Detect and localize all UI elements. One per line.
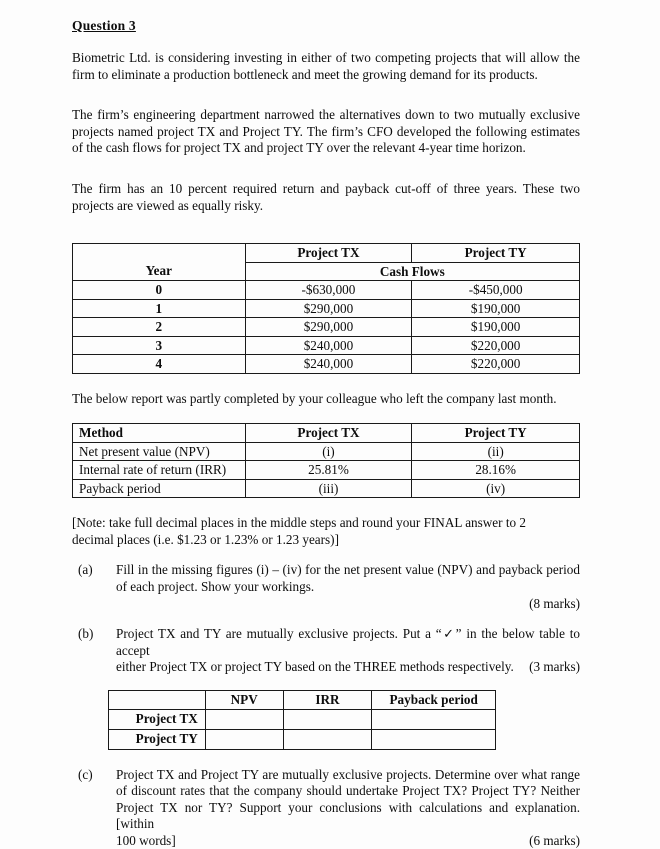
spacer	[72, 612, 580, 626]
decision-ty-npv-cell[interactable]	[205, 729, 283, 749]
cashflow-ty-4: $220,000	[412, 355, 580, 374]
table-row-header-2	[73, 262, 580, 281]
question-marks-row-c	[116, 833, 580, 849]
method-ty-payback: (iv)	[412, 479, 580, 498]
question-item-a	[72, 562, 580, 612]
cashflow-header-blank	[73, 244, 246, 263]
method-name-irr: Internal rate of return (IRR)	[73, 461, 246, 480]
cashflow-year-label: Year	[73, 262, 246, 281]
cashflow-ty-0: -$450,000	[412, 281, 580, 300]
method-tx-payback: (iii)	[245, 479, 412, 498]
question-text-c-lastline: 100 words]	[116, 833, 176, 849]
spacer	[72, 498, 580, 515]
question-marker-b: (b)	[72, 626, 116, 643]
table-row	[73, 442, 580, 461]
cashflow-ty-2: $190,000	[412, 318, 580, 337]
question-text-a: Fill in the missing figures (i) – (iv) for the net present value (NPV) and payback period of each project. Show your workings.	[116, 562, 580, 594]
table-row	[109, 729, 496, 749]
spacer	[72, 96, 580, 107]
cashflow-ty-3: $220,000	[412, 336, 580, 355]
table-row	[109, 709, 496, 729]
question-text-c: Project TX and Project TY are mutually exclusive projects. Determine over what range of discount rates that the company should undertake Project TX? Project TY? Neither Project TX nor TY? Support your conclusions with calculations and explanation. [within	[116, 767, 580, 833]
question-item-b	[72, 626, 580, 676]
cashflow-tx-4: $240,000	[245, 355, 412, 374]
question-item-c	[72, 767, 580, 849]
report-intro: The below report was partly completed by your colleague who left the company last month.	[72, 391, 580, 408]
decision-tx-payback-cell[interactable]	[372, 709, 496, 729]
method-table	[72, 423, 580, 498]
cashflow-table	[72, 243, 580, 374]
table-row	[73, 299, 580, 318]
decision-ty-irr-cell[interactable]	[283, 729, 372, 749]
paragraph-2: The firm’s engineering department narrowed the alternatives down to two mutually exclusive projects named project TX and Project TY. The firm’s CFO developed the following estimates of the cash flows for project TX and project TY over the relevant 4-year time horizon.	[72, 107, 580, 157]
cashflow-tx-1: $290,000	[245, 299, 412, 318]
cashflow-year-2: 2	[73, 318, 246, 337]
question-marks-b: (3 marks)	[529, 659, 580, 676]
question-body-b	[116, 626, 580, 676]
question-body-a	[116, 562, 580, 612]
cashflow-tx-0: -$630,000	[245, 281, 412, 300]
question-marks-a: (8 marks)	[529, 596, 580, 613]
question-marks-c: (6 marks)	[529, 833, 580, 849]
decision-corner-blank	[109, 691, 206, 710]
question-marker-a: (a)	[72, 562, 116, 579]
question-body-c	[116, 767, 580, 849]
cashflow-year-3: 3	[73, 336, 246, 355]
page-title: Question 3	[72, 18, 580, 34]
method-name-npv: Net present value (NPV)	[73, 442, 246, 461]
cashflow-cash-flows-label: Cash Flows	[245, 262, 579, 281]
intro-paragraph: Biometric Ltd. is considering investing in either of two competing projects that will allow the firm to eliminate a production bottleneck and meet the growing demand for its products.	[72, 50, 580, 83]
cashflow-year-1: 1	[73, 299, 246, 318]
decision-tx-irr-cell[interactable]	[283, 709, 372, 729]
question-text-b-line1: Project TX and TY are mutually exclusive projects. Put a “✓” in the below table to accept	[116, 626, 580, 659]
method-col-ty: Project TY	[412, 424, 580, 443]
spacer	[72, 676, 580, 690]
question-marks-row-b	[116, 659, 580, 676]
note-line-1: [Note: take full decimal places in the middle steps and round your FINAL answer to 2	[72, 515, 580, 532]
cashflow-col-ty: Project TY	[412, 244, 580, 263]
document-content	[72, 18, 580, 849]
spacer	[72, 170, 580, 181]
table-row	[73, 355, 580, 374]
table-row	[73, 336, 580, 355]
cashflow-col-tx: Project TX	[245, 244, 412, 263]
decision-col-npv: NPV	[205, 691, 283, 710]
decision-label-ty: Project TY	[109, 729, 206, 749]
decision-col-payback: Payback period	[372, 691, 496, 710]
question-text-b-line2: either Project TX or project TY based on the THREE methods respectively.	[116, 659, 514, 676]
method-col-tx: Project TX	[245, 424, 412, 443]
cashflow-year-0: 0	[73, 281, 246, 300]
decision-col-irr: IRR	[283, 691, 372, 710]
method-name-payback: Payback period	[73, 479, 246, 498]
cashflow-tx-2: $290,000	[245, 318, 412, 337]
table-row-header	[109, 691, 496, 710]
cashflow-tx-3: $240,000	[245, 336, 412, 355]
table-row	[73, 479, 580, 498]
spacer	[72, 227, 580, 241]
method-col-method: Method	[73, 424, 246, 443]
table-row	[73, 281, 580, 300]
spacer	[72, 374, 580, 391]
spacer	[72, 548, 580, 562]
method-tx-npv: (i)	[245, 442, 412, 461]
table-row-header-1	[73, 244, 580, 263]
table-row	[73, 318, 580, 337]
question-marks-row-a	[116, 596, 580, 613]
decision-tx-npv-cell[interactable]	[205, 709, 283, 729]
note-line-2: decimal places (i.e. $1.23 or 1.23% or 1.23 years)]	[72, 532, 580, 549]
question-marker-c: (c)	[72, 767, 116, 784]
paragraph-3: The firm has an 10 percent required return and payback cut-off of three years. These two projects are viewed as equally risky.	[72, 181, 580, 214]
table-row-header	[73, 424, 580, 443]
cashflow-year-4: 4	[73, 355, 246, 374]
decision-ty-payback-cell[interactable]	[372, 729, 496, 749]
spacer	[72, 750, 580, 767]
method-ty-npv: (ii)	[412, 442, 580, 461]
method-ty-irr: 28.16%	[412, 461, 580, 480]
cashflow-ty-1: $190,000	[412, 299, 580, 318]
decision-table	[108, 690, 496, 750]
method-tx-irr: 25.81%	[245, 461, 412, 480]
decision-label-tx: Project TX	[109, 709, 206, 729]
table-row	[73, 461, 580, 480]
spacer	[72, 407, 580, 421]
